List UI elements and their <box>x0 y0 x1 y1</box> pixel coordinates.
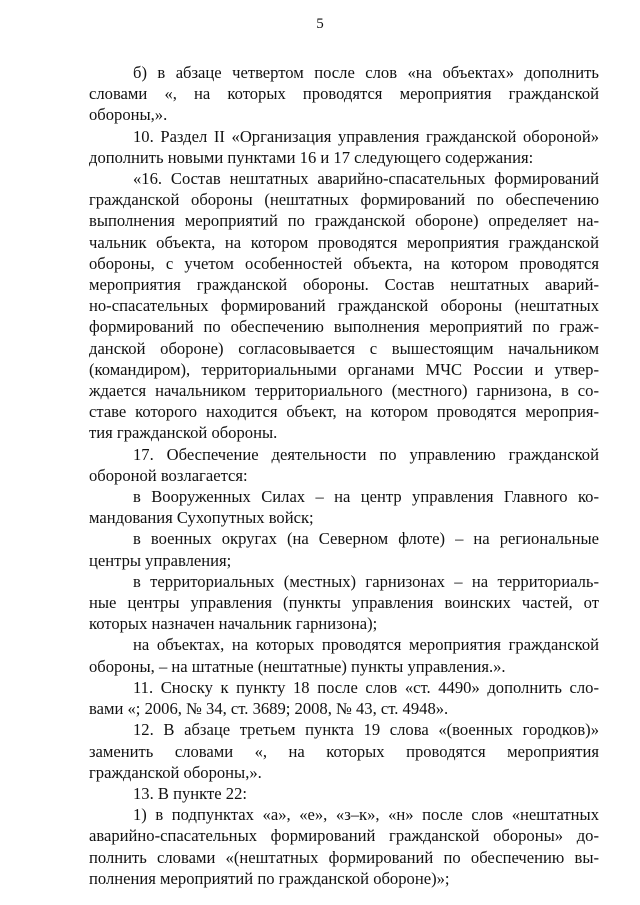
text-line: ные центры управления (пункты управления воинских частей, от <box>89 593 599 613</box>
text-line: в территориальных (местных) гарнизонах – на территориаль- <box>133 571 599 591</box>
text-line: в военных округах (на Северном флоте) – на региональные <box>133 529 599 549</box>
text-line: 1) в подпунктах «а», «е», «з–к», «н» после слов «нештатных <box>133 805 599 825</box>
paragraph-item-11 <box>89 677 599 719</box>
paragraph-item-10 <box>89 126 599 168</box>
text-line: гражданской обороны (нештатных формирований по обеспечению <box>89 190 599 210</box>
text-line: мандования Сухопутных войск; <box>89 508 314 528</box>
text-line: словами «, на которых проводятся мероприятия гражданской <box>89 84 599 104</box>
paragraph-item-13 <box>89 783 599 804</box>
document-body <box>89 62 599 889</box>
paragraph-item-16 <box>89 168 599 444</box>
text-line: чальник объекта, на котором проводятся мероприятия гражданской <box>89 232 599 252</box>
paragraph-subitem-1 <box>89 804 599 889</box>
paragraph-b-amendment <box>89 62 599 126</box>
paragraph-military-districts <box>89 528 599 570</box>
text-line: б) в абзаце четвертом после слов «на объектах» дополнить <box>133 63 599 82</box>
text-line: 10. Раздел II «Организация управления гражданской обороной» <box>133 126 599 146</box>
text-line: выполнения мероприятий по гражданской обороне) определяет на- <box>89 211 599 231</box>
text-line: аварийно-спасательных формирований гражданской обороны» до- <box>89 826 599 846</box>
paragraph-item-12 <box>89 719 599 783</box>
page-number: 5 <box>316 16 324 32</box>
text-line: обороной возлагается: <box>89 465 248 485</box>
text-line: «16. Состав нештатных аварийно-спасательных формирований <box>133 169 599 189</box>
text-line: центры управления; <box>89 550 232 570</box>
text-line: в Вооруженных Силах – на центр управления Главного ко- <box>133 487 599 507</box>
text-line: но-спасательных формирований гражданской обороны (нештатных <box>89 296 599 316</box>
text-line: полнения мероприятий по гражданской обороне)»; <box>89 868 450 888</box>
text-line: формирований по обеспечению выполнения мероприятий по граж- <box>89 317 599 337</box>
text-line: на объектах, на которых проводятся мероприятия гражданской <box>133 635 599 655</box>
text-line: 12. В абзаце третьем пункта 19 слова «(военных городков)» <box>133 720 599 740</box>
text-line: 13. В пункте 22: <box>133 783 247 803</box>
paragraph-armed-forces <box>89 486 599 528</box>
text-line: тия гражданской обороны. <box>89 423 278 443</box>
text-line: обороны,». <box>89 105 168 125</box>
text-line: ставе которого находится объект, на котором проводятся мероприя- <box>89 402 599 422</box>
text-line: гражданской обороны,». <box>89 762 262 782</box>
text-line: дополнить новыми пунктами 16 и 17 следующего содержания: <box>89 147 534 167</box>
text-line: мероприятия гражданской обороны. Состав нештатных аварий- <box>89 275 599 295</box>
text-line: (командиром), территориальными органами МЧС России и утвер- <box>89 359 599 379</box>
text-line: заменить словами «, на которых проводятся мероприятия <box>89 741 599 761</box>
text-line: обороны, с учетом особенностей объекта, на котором проводятся <box>89 253 599 273</box>
paragraph-objects <box>89 634 599 676</box>
text-line: 11. Сноску к пункту 18 после слов «ст. 4490» дополнить сло- <box>133 677 599 697</box>
text-line: данской обороне) согласовывается с вышестоящим начальником <box>89 338 599 358</box>
paragraph-garrisons <box>89 571 599 635</box>
text-line: ждается начальником территориального (местного) гарнизона, в со- <box>89 381 599 401</box>
text-line: которых назначен начальник гарнизона); <box>89 614 378 634</box>
text-line: вами «; 2006, № 34, ст. 3689; 2008, № 43, ст. 4948». <box>89 699 449 719</box>
text-line: обороны, – на штатные (нештатные) пункты управления.». <box>89 656 506 676</box>
paragraph-item-17 <box>89 444 599 486</box>
text-line: полнить словами «(нештатных формирований по обеспечению вы- <box>89 847 599 867</box>
text-line: 17. Обеспечение деятельности по управлению гражданской <box>133 444 599 464</box>
